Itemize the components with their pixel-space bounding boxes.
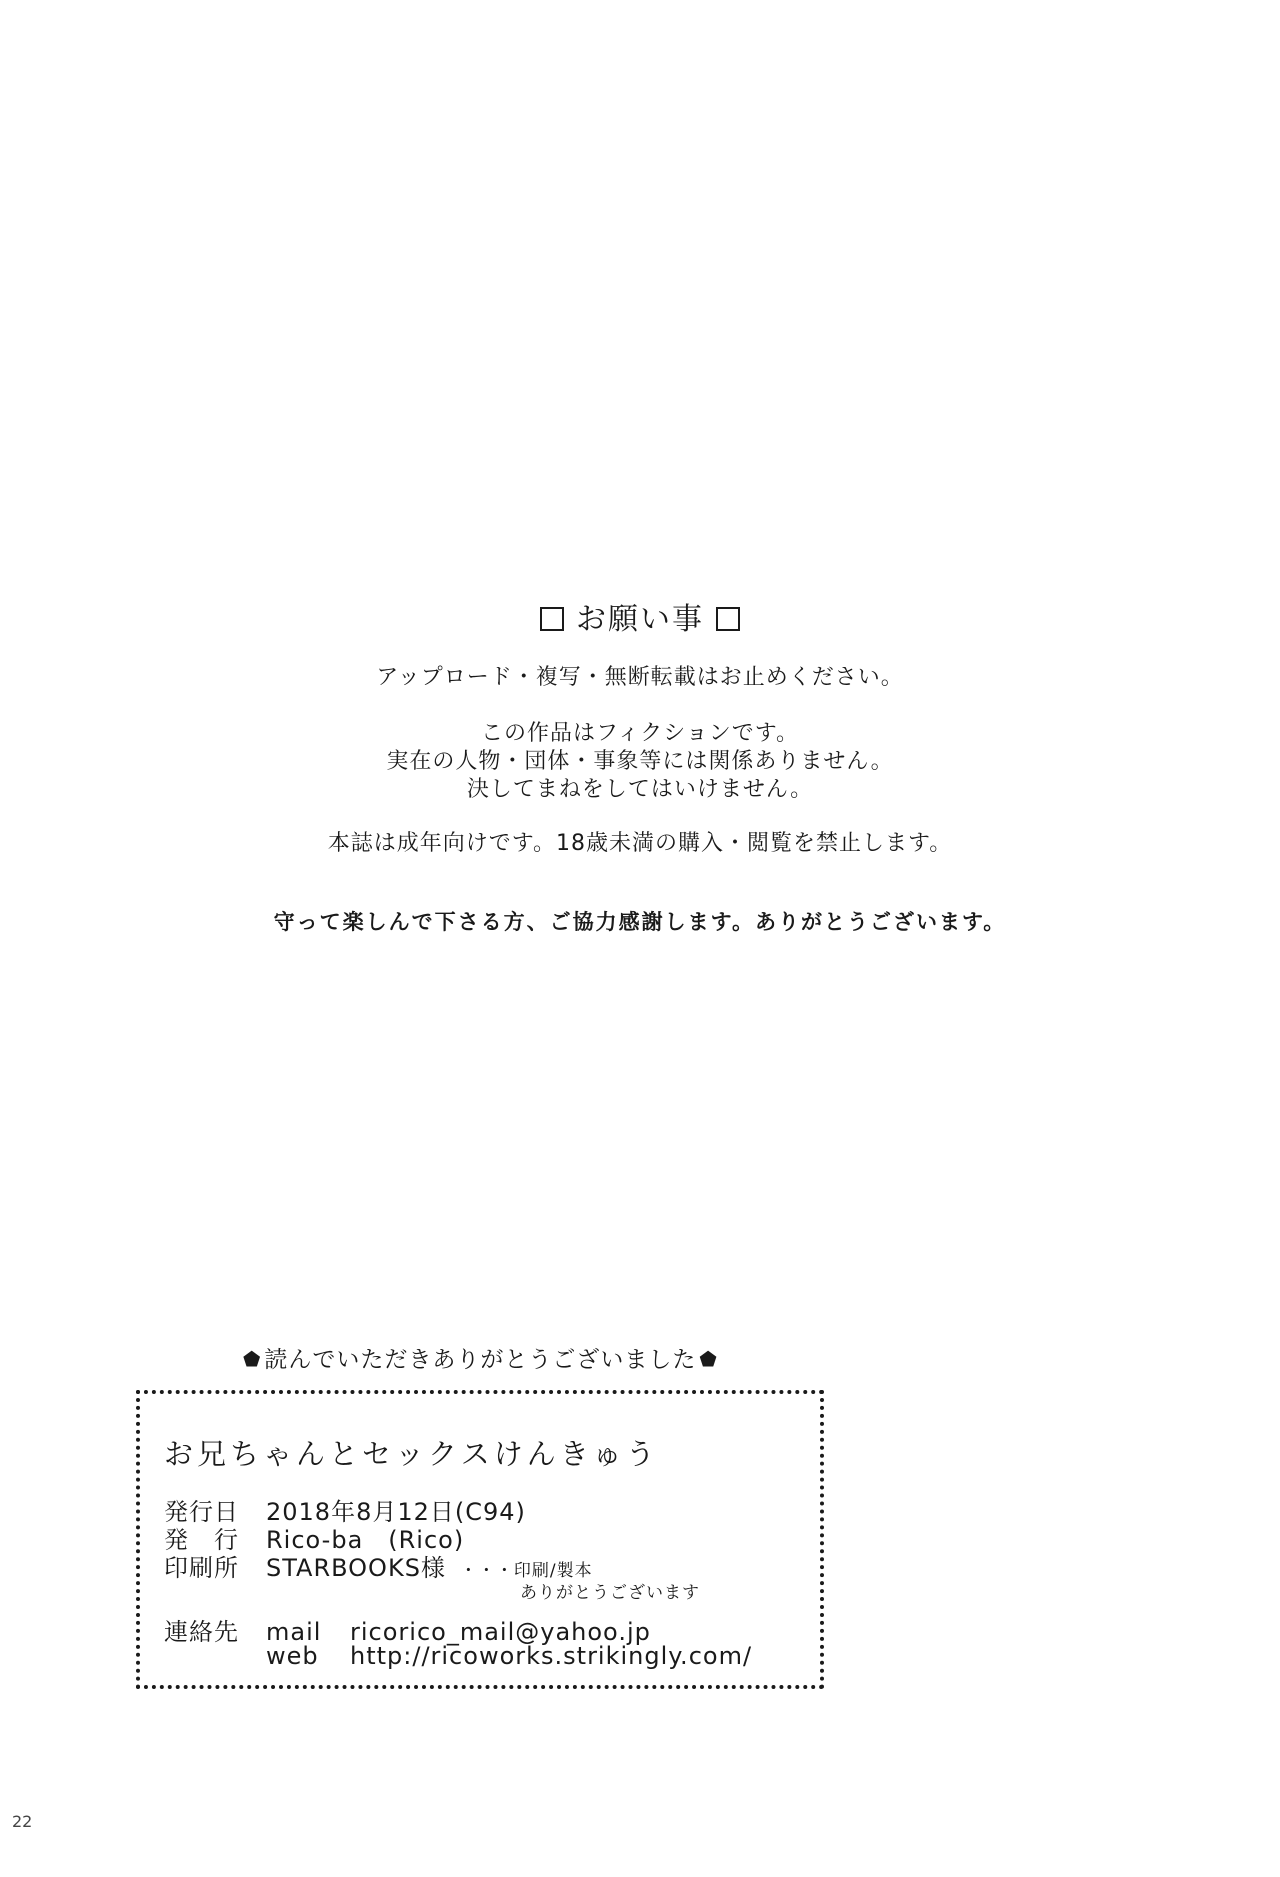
- date-value: 2018年8月12日(C94): [266, 1498, 526, 1526]
- contact-label: 連絡先: [164, 1618, 239, 1646]
- thanks-line: [240, 1341, 721, 1374]
- notice-line: アップロード・複写・無断転載はお止めください。: [376, 665, 904, 690]
- thanks-text: 読んでいただきありがとうございました: [264, 1347, 697, 1373]
- printer-note-2: ありがとうございます: [520, 1583, 700, 1603]
- web-value: http://ricoworks.strikingly.com/: [350, 1642, 753, 1670]
- web-key: web: [266, 1642, 319, 1670]
- notice-closing-line: 守って楽しんで下さる方、ご協力感謝します。ありがとうございます。: [273, 910, 1007, 934]
- page-number: 22: [12, 1812, 33, 1831]
- square-icon: [716, 607, 740, 631]
- mail-value: ricorico_mail@yahoo.jp: [350, 1618, 651, 1646]
- colophon-box: [136, 1390, 824, 1689]
- publisher-label: 発 行: [164, 1526, 239, 1554]
- book-title: お兄ちゃんとセックスけんきゅう: [164, 1437, 659, 1471]
- pentagon-icon: ⬟: [699, 1347, 718, 1371]
- printer-label: 印刷所: [164, 1554, 239, 1582]
- notice-line: 本誌は成年向けです。18歳未満の購入・閲覧を禁止します。: [327, 831, 953, 856]
- notice-title-text: お願い事: [576, 602, 704, 637]
- web-row: [164, 1642, 752, 1670]
- notice-line: 決してまねをしてはいけません。: [466, 777, 814, 802]
- mail-key: mail: [266, 1618, 322, 1646]
- notice-line: この作品はフィクションです。: [480, 721, 800, 746]
- printer-note: ・・・印刷/製本: [459, 1561, 593, 1581]
- printer-value: STARBOOKS様: [266, 1554, 446, 1582]
- notice-title: [0, 594, 1280, 638]
- notice-line: 実在の人物・団体・事象等には関係ありません。: [386, 749, 894, 774]
- publisher-value: Rico-ba (Rico): [266, 1526, 465, 1554]
- square-icon: [540, 607, 564, 631]
- date-label: 発行日: [164, 1498, 239, 1526]
- pentagon-icon: ⬟: [243, 1347, 262, 1371]
